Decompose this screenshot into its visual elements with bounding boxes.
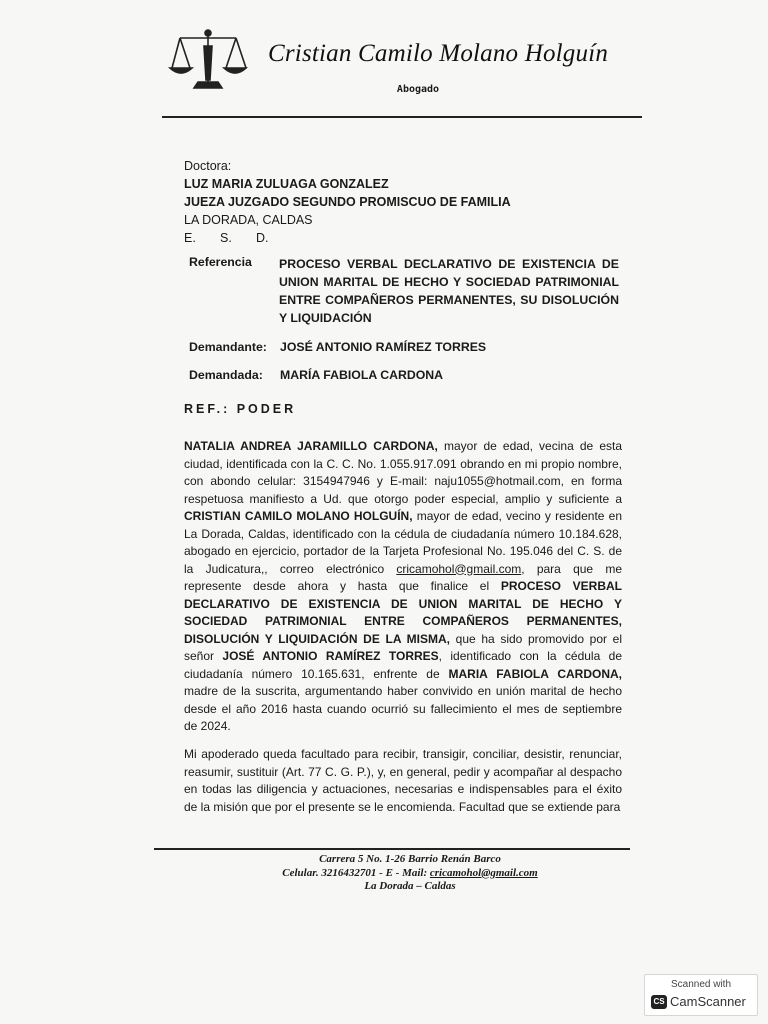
text-run: represente desde ahora y hasta que finalice el [184, 579, 501, 593]
paragraph-line [184, 526, 622, 544]
paragraph-line [184, 561, 622, 579]
plaintiff-name: JOSÉ ANTONIO RAMÍREZ TORRES [280, 340, 487, 354]
header-divider [162, 116, 642, 118]
text-run: que ha sido promovido por el [450, 631, 622, 646]
addressee-name: LUZ MARIA ZULUAGA GONZALEZ [184, 177, 389, 191]
defendant-name: MARÍA FABIOLA CARDONA [280, 368, 444, 382]
esd-e: E. [184, 231, 196, 245]
defendant-row [189, 368, 444, 382]
paragraph-line [184, 613, 622, 631]
addressee-city: LA DORADA, CALDAS [184, 213, 313, 227]
text-run: con abondo celular: 3154947946 y E-mail: naju1055@hotmail.com, en forma [184, 474, 622, 488]
paragraph-line [184, 648, 622, 666]
paragraph-line [184, 578, 622, 596]
paragraph-line [184, 666, 622, 684]
ref-poder: REF.: PODER [184, 402, 297, 416]
paragraph-line [184, 631, 622, 649]
esd-s: S. [220, 231, 232, 245]
text-run: ciudadanía número 10.165.631, enfrente de [184, 666, 449, 681]
paragraph-line [184, 718, 622, 736]
footer-contact-prefix: Celular. 3216432701 - E - Mail: [282, 866, 430, 879]
text-run: madre de la suscrita, argumentando haber convivido en unión marital de hecho [184, 684, 622, 698]
text-run: abogado en ejercicio, portador de la Tarjeta Profesional No. 195.046 del C. S. de [184, 544, 622, 558]
paragraph-line [184, 799, 622, 817]
paragraph-line [184, 508, 622, 526]
paragraph-line [184, 438, 622, 456]
faculties-paragraph [184, 746, 622, 816]
text-run: JOSÉ ANTONIO RAMÍREZ TORRES [222, 649, 439, 663]
esd-d: D. [256, 231, 269, 245]
text-run: desde el año 2016 hasta cuando ocurrió su fallecimiento el mes de septiembre [184, 701, 622, 716]
paragraph-line [184, 746, 622, 764]
paragraph-line [184, 683, 622, 701]
scanned-with-text: Scanned with [670, 979, 732, 990]
plaintiff-label: Demandante: [189, 340, 267, 354]
text-run: MARIA FABIOLA CARDONA, [448, 666, 622, 681]
paragraph-line [184, 473, 622, 491]
power-of-attorney-paragraph [184, 438, 622, 736]
text-run: , para que me [521, 561, 622, 576]
text-run: SOCIEDAD PATRIMONIAL ENTRE COMPAÑEROS PERMANENTES, [184, 614, 622, 628]
paragraph-line [184, 456, 622, 474]
text-run: CRISTIAN CAMILO MOLANO HOLGUÍN, [184, 509, 413, 523]
text-run: ciudad, identificada con la C. C. No. 1.055.917.091 obrando en mi propio nombre, [184, 456, 622, 471]
text-run: Mi apoderado queda facultado para recibir, transigir, conciliar, desistir, renunciar, [184, 747, 622, 761]
defendant-label: Demandada: [189, 368, 263, 382]
salutation: Doctora: [184, 159, 232, 173]
text-run: DECLARATIVO DE EXISTENCIA DE UNION MARITAL DE HECHO Y [184, 596, 622, 611]
addressee-block [184, 157, 604, 247]
footer-city: La Dorada – Caldas [364, 880, 456, 892]
paragraph-line [184, 596, 622, 614]
camscanner-logo-icon: CS [651, 995, 667, 1009]
paragraph-line [184, 781, 622, 799]
text-run: la Judicatura,, correo electrónico [184, 561, 397, 576]
addressee-position: JUEZA JUZGADO SEGUNDO PROMISCUO DE FAMILIA [184, 195, 511, 209]
camscanner-watermark [644, 974, 758, 1016]
reference-text: PROCESO VERBAL DECLARATIVO DE EXISTENCIA DE UNION MARITAL DE HECHO Y SOCIEDAD PATRIMONIAL ENTRE COMPAÑEROS PERMANENTES, SU DISOLUCIÓN Y LIQUIDACIÓN [279, 257, 619, 325]
text-run: de la misión que por el presente se le encomienda. Facultad que se extiende para [184, 799, 621, 814]
text-run: NATALIA ANDREA JARAMILLO CARDONA, [184, 439, 438, 453]
text-run: , identificado con la cédula de [438, 649, 622, 663]
text-run: PROCESO VERBAL [500, 579, 622, 593]
plaintiff-row [189, 340, 487, 354]
firm-subtitle: Abogado [396, 84, 440, 95]
text-run: de 2024. [184, 719, 231, 733]
footer-divider [154, 848, 630, 850]
text-run: señor [184, 649, 223, 663]
text-run: reasumir, sustituir (Art. 77 C. G. P.), y, en general, pedir y acompañar al despacho [184, 764, 622, 779]
text-run: respetuosa manifiesto a Ud. que otorgo poder especial, amplio y suficiente a [184, 491, 622, 506]
paragraph-line [184, 491, 622, 509]
footer-email: cricamohol@gmail.com [429, 866, 538, 879]
footer-contact [220, 867, 600, 881]
scales-of-justice-icon [168, 24, 248, 94]
text-run: mayor de edad, vecina de esta [437, 439, 623, 453]
firm-name: Cristian Camilo Molano Holguín [268, 40, 609, 67]
paragraph-line [184, 543, 622, 561]
text-run: La Dorada, Caldas, identificado con la cédula de ciudadanía número 10.184.628, [184, 526, 622, 541]
esd-line [184, 229, 604, 247]
footer-address: Carrera 5 No. 1-26 Barrio Renán Barco [319, 853, 501, 865]
text-run: mayor de edad, vecino y residente en [412, 509, 623, 523]
text-run: DISOLUCIÓN Y LIQUIDACIÓN DE LA MISMA, [184, 631, 451, 646]
paragraph-line [184, 701, 622, 719]
footer-block [220, 853, 600, 894]
paragraph-line [184, 764, 622, 782]
camscanner-name: CamScanner [670, 994, 746, 1009]
text-run: en todas las diligencia y actuaciones, necesarias e indispensables para el éxito [184, 782, 622, 796]
text-run: cricamohol@gmail.com [396, 561, 522, 576]
reference-label: Referencia [189, 255, 252, 269]
